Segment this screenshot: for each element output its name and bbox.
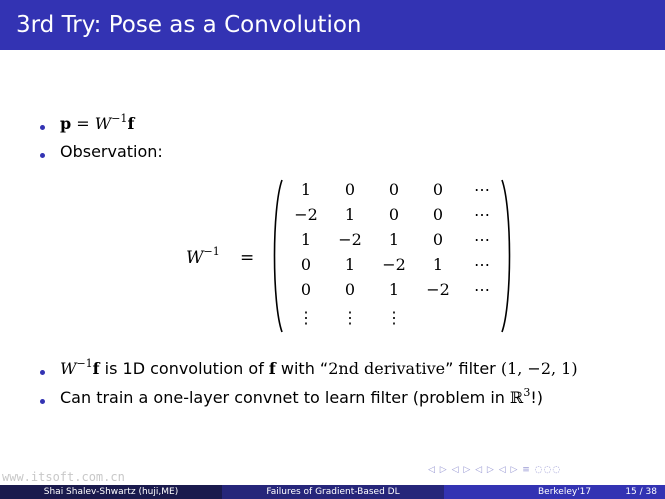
reals-symbol: ℝ bbox=[510, 388, 524, 407]
footer-bar bbox=[0, 485, 665, 499]
matrix-cell: −2 bbox=[294, 205, 318, 224]
bullet-2-text: Observation: bbox=[60, 142, 163, 161]
matrix-cell: ⋮ bbox=[342, 308, 358, 327]
inverse-exponent: −1 bbox=[76, 356, 93, 370]
f-symbol: f bbox=[268, 359, 276, 378]
title-bar bbox=[0, 0, 665, 50]
matrix-cell: ⋮ bbox=[386, 308, 402, 327]
reals-exponent: 3 bbox=[523, 385, 531, 399]
footer-date: Berkeley'17 bbox=[538, 487, 592, 497]
matrix-cell: −2 bbox=[338, 230, 362, 249]
matrix-cell: 0 bbox=[300, 280, 312, 299]
matrix-cell: 0 bbox=[388, 205, 400, 224]
matrix-cell: ⋯ bbox=[474, 280, 490, 299]
bullet-3-phrase-2: with “ bbox=[275, 359, 329, 378]
matrix-cell: 0 bbox=[344, 280, 356, 299]
matrix-cell: 1 bbox=[344, 255, 356, 274]
p-symbol: p bbox=[60, 114, 72, 133]
bullet-3-marker bbox=[40, 370, 45, 375]
bullet-2-marker bbox=[40, 153, 45, 158]
matrix-label bbox=[186, 245, 220, 268]
bullet-1-text bbox=[60, 111, 135, 133]
matrix-cell: 0 bbox=[344, 180, 356, 199]
bullet-4-text bbox=[60, 385, 543, 407]
matrix-cell: 1 bbox=[388, 230, 400, 249]
matrix-cell: 0 bbox=[432, 230, 444, 249]
matrix-cell: ⋯ bbox=[474, 180, 490, 199]
beamer-navigation-icons[interactable]: ◁ ▷ ◁ ▷ ◁ ▷ ◁ ▷ ≡ ◌◌◌ bbox=[428, 465, 562, 475]
bullet-3-phrase-1: is 1D convolution of bbox=[99, 359, 269, 378]
matrix-cell: 0 bbox=[432, 180, 444, 199]
matrix-cell: 0 bbox=[300, 255, 312, 274]
matrix-left-paren bbox=[270, 178, 284, 334]
matrix-cell: −2 bbox=[426, 280, 450, 299]
derivative-phrase: 2nd derivative bbox=[328, 359, 446, 378]
bullet-3-text bbox=[60, 356, 578, 378]
footer-author: Shai Shalev-Shwartz (huji,ME) bbox=[0, 485, 222, 499]
matrix-cell: 1 bbox=[388, 280, 400, 299]
matrix-cell: 0 bbox=[432, 205, 444, 224]
matrix-cell: ⋯ bbox=[474, 230, 490, 249]
f-symbol: f bbox=[92, 359, 100, 378]
w-symbol: W bbox=[94, 114, 112, 133]
inverse-exponent: −1 bbox=[111, 111, 128, 125]
matrix-cell: ⋯ bbox=[474, 255, 490, 274]
matrix-label-exponent: −1 bbox=[203, 245, 220, 259]
bullet-4-phrase-2: !) bbox=[530, 388, 543, 407]
filter-tuple: (1, −2, 1) bbox=[500, 359, 578, 378]
footer-right bbox=[444, 485, 665, 499]
w-symbol: W bbox=[60, 359, 77, 378]
matrix-cell: 1 bbox=[300, 230, 312, 249]
bullet-1-marker bbox=[40, 125, 45, 130]
matrix-cell: 1 bbox=[432, 255, 444, 274]
matrix-equals: = bbox=[240, 248, 255, 268]
bullet-4-phrase-1: Can train a one-layer convnet to learn filter (problem in bbox=[60, 388, 511, 407]
footer-talk-title: Failures of Gradient-Based DL bbox=[222, 485, 444, 499]
bullet-3-phrase-3: ” filter bbox=[445, 359, 501, 378]
matrix-cell: 1 bbox=[300, 180, 312, 199]
matrix-cell: 1 bbox=[344, 205, 356, 224]
f-symbol: f bbox=[127, 114, 135, 133]
matrix-cell: ⋯ bbox=[474, 205, 490, 224]
bullet-4-marker bbox=[40, 399, 45, 404]
matrix-cell: ⋮ bbox=[298, 308, 314, 327]
matrix-cell: 0 bbox=[388, 180, 400, 199]
watermark: www.itsoft.com.cn bbox=[2, 470, 125, 484]
slide-title: 3rd Try: Pose as a Convolution bbox=[16, 12, 362, 38]
footer-page-number: 15 / 38 bbox=[625, 487, 657, 497]
matrix-label-w: W bbox=[186, 248, 204, 268]
matrix-cell: −2 bbox=[382, 255, 406, 274]
equals-sign: = bbox=[71, 114, 95, 133]
